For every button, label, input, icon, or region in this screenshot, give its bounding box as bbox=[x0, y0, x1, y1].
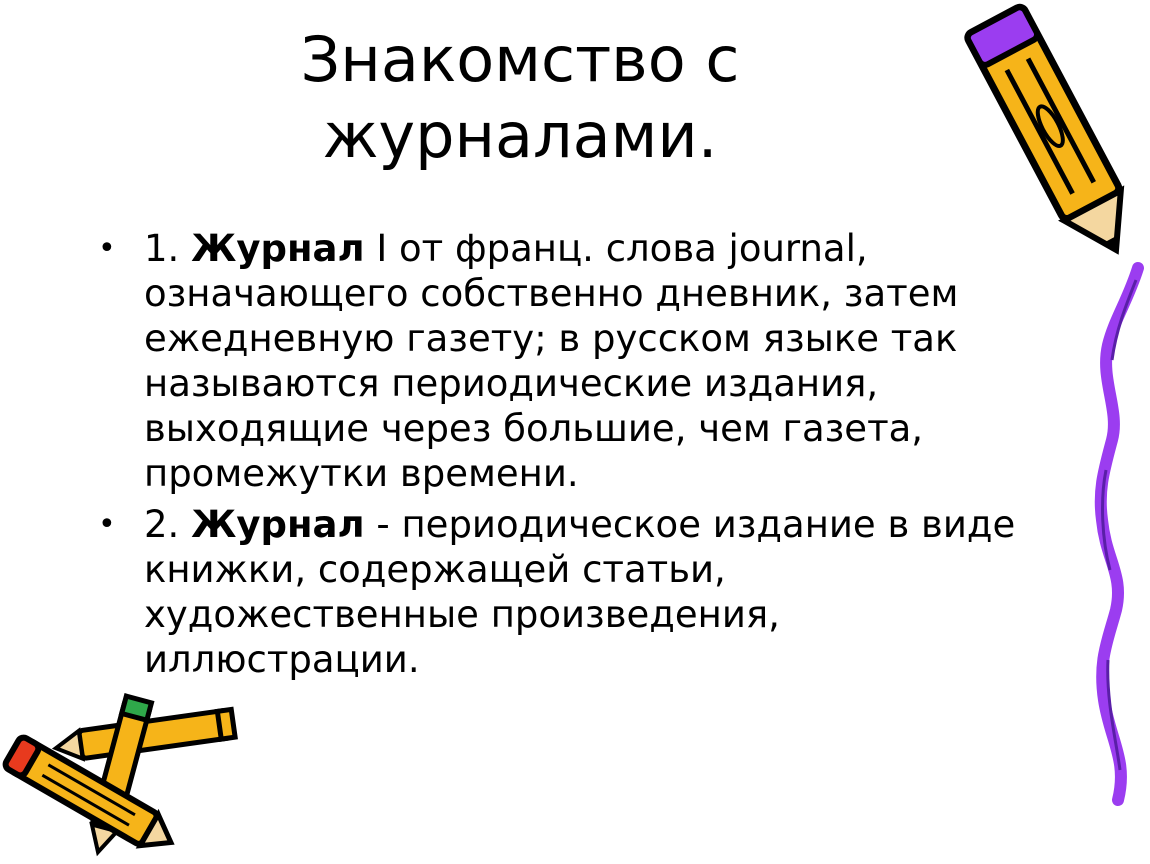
bullet-term: Журнал bbox=[191, 503, 365, 546]
title-line-1: Знакомство с bbox=[300, 23, 740, 96]
title-line-2: журналами. bbox=[322, 99, 718, 172]
bullet-dot: • bbox=[98, 507, 116, 542]
bullet-text: - периодическое издание в виде книжки, содержащей статьи, художественные произведения, иллюстрации. bbox=[144, 503, 1016, 681]
pencil-icon bbox=[966, 5, 1145, 265]
bullet-term: Журнал bbox=[191, 227, 365, 270]
bullet-dot: • bbox=[98, 231, 116, 266]
bullet-number: 1. bbox=[144, 227, 180, 270]
bullet-number: 2. bbox=[144, 503, 180, 546]
crossed-pencils-icon bbox=[3, 696, 235, 858]
squiggle-line bbox=[1101, 268, 1138, 800]
bullet-text: I от франц. слова journal, означающего собственно дневник, затем ежедневную газету; в русском языке так называются периодические издания, выходящие через большие, чем газета, промежутки времени. bbox=[144, 227, 959, 495]
